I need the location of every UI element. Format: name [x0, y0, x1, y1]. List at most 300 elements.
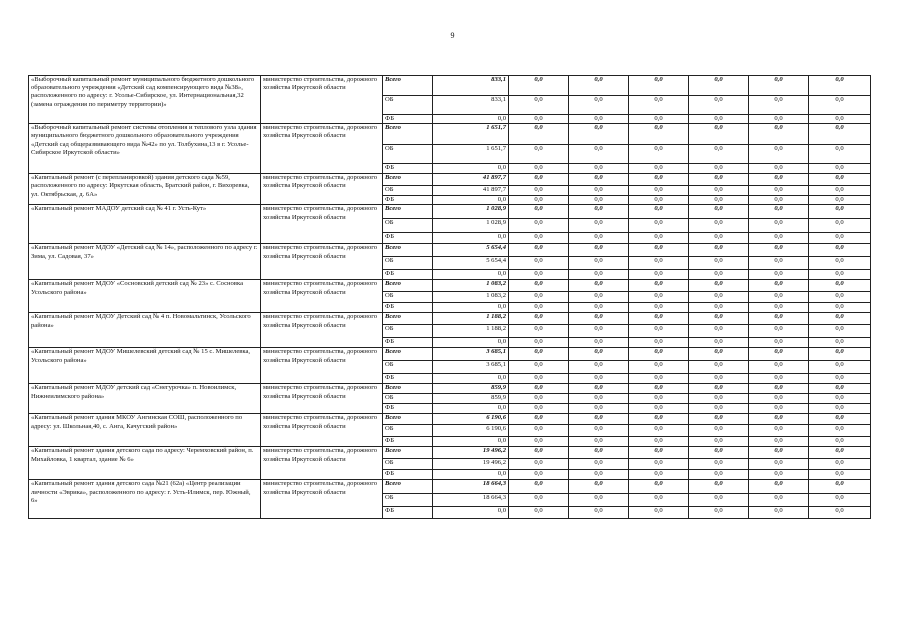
- year-amount-cell: 0,0: [509, 292, 569, 303]
- year-amount-cell: 0,0: [569, 205, 629, 219]
- year-amount-cell: 0,0: [749, 404, 809, 414]
- year-amount-cell: 0,0: [689, 425, 749, 437]
- year-amount-cell: 0,0: [689, 404, 749, 414]
- year-amount-cell: 0,0: [689, 361, 749, 374]
- year-amount-cell: 0,0: [749, 338, 809, 348]
- year-amount-cell: 0,0: [629, 361, 689, 374]
- year-amount-cell: 0,0: [569, 313, 629, 325]
- year-amount-cell: 0,0: [509, 115, 569, 124]
- year-amount-cell: 0,0: [629, 280, 689, 292]
- funding-source-cell: Всего: [383, 280, 433, 292]
- total-amount-cell: 0,0: [433, 164, 509, 174]
- year-amount-cell: 0,0: [629, 338, 689, 348]
- funding-source-cell: ФБ: [383, 196, 433, 205]
- year-amount-cell: 0,0: [569, 174, 629, 186]
- year-amount-cell: 0,0: [569, 303, 629, 313]
- total-amount-cell: 0,0: [433, 233, 509, 244]
- total-amount-cell: 0,0: [433, 374, 509, 384]
- funding-source-cell: ОБ: [383, 219, 433, 233]
- year-amount-cell: 0,0: [689, 196, 749, 205]
- year-amount-cell: 0,0: [749, 414, 809, 425]
- year-amount-cell: 0,0: [509, 404, 569, 414]
- year-amount-cell: 0,0: [629, 145, 689, 164]
- year-amount-cell: 0,0: [569, 145, 629, 164]
- total-amount-cell: 1 188,2: [433, 325, 509, 338]
- year-amount-cell: 0,0: [749, 96, 809, 115]
- year-amount-cell: 0,0: [569, 494, 629, 507]
- year-amount-cell: 0,0: [509, 186, 569, 196]
- year-amount-cell: 0,0: [809, 447, 871, 459]
- responsible-org-cell: министерство строительства, дорожного хозяйства Иркутской области: [261, 280, 383, 313]
- year-amount-cell: 0,0: [629, 257, 689, 270]
- total-amount-cell: 41 897,7: [433, 174, 509, 186]
- year-amount-cell: 0,0: [509, 374, 569, 384]
- year-amount-cell: 0,0: [629, 124, 689, 145]
- year-amount-cell: 0,0: [509, 480, 569, 494]
- year-amount-cell: 0,0: [629, 374, 689, 384]
- year-amount-cell: 0,0: [569, 480, 629, 494]
- year-amount-cell: 0,0: [809, 196, 871, 205]
- funding-source-cell: ОБ: [383, 425, 433, 437]
- year-amount-cell: 0,0: [629, 437, 689, 447]
- responsible-org-cell: министерство строительства, дорожного хозяйства Иркутской области: [261, 480, 383, 519]
- table-row: [29, 205, 871, 219]
- total-amount-cell: 5 654,4: [433, 257, 509, 270]
- responsible-org-cell: министерство строительства, дорожного хозяйства Иркутской области: [261, 174, 383, 205]
- funding-source-cell: Всего: [383, 348, 433, 361]
- year-amount-cell: 0,0: [569, 233, 629, 244]
- year-amount-cell: 0,0: [509, 394, 569, 404]
- project-name-cell: «Капитальный ремонт МДОУ Мишелевский детский сад № 15 с. Мишелевка, Усольского района»: [29, 348, 261, 384]
- year-amount-cell: 0,0: [809, 313, 871, 325]
- year-amount-cell: 0,0: [809, 361, 871, 374]
- year-amount-cell: 0,0: [689, 270, 749, 280]
- year-amount-cell: 0,0: [509, 219, 569, 233]
- year-amount-cell: 0,0: [569, 404, 629, 414]
- total-amount-cell: 859,9: [433, 384, 509, 394]
- year-amount-cell: 0,0: [509, 425, 569, 437]
- year-amount-cell: 0,0: [509, 384, 569, 394]
- year-amount-cell: 0,0: [689, 459, 749, 470]
- total-amount-cell: 0,0: [433, 507, 509, 519]
- year-amount-cell: 0,0: [629, 233, 689, 244]
- funding-source-cell: ОБ: [383, 325, 433, 338]
- year-amount-cell: 0,0: [509, 205, 569, 219]
- year-amount-cell: 0,0: [569, 257, 629, 270]
- year-amount-cell: 0,0: [809, 384, 871, 394]
- year-amount-cell: 0,0: [809, 480, 871, 494]
- year-amount-cell: 0,0: [569, 96, 629, 115]
- table-row: [29, 124, 871, 145]
- year-amount-cell: 0,0: [749, 205, 809, 219]
- year-amount-cell: 0,0: [689, 394, 749, 404]
- year-amount-cell: 0,0: [689, 186, 749, 196]
- funding-source-cell: ФБ: [383, 270, 433, 280]
- year-amount-cell: 0,0: [629, 292, 689, 303]
- year-amount-cell: 0,0: [749, 115, 809, 124]
- year-amount-cell: 0,0: [689, 325, 749, 338]
- year-amount-cell: 0,0: [749, 374, 809, 384]
- year-amount-cell: 0,0: [689, 280, 749, 292]
- year-amount-cell: 0,0: [569, 186, 629, 196]
- year-amount-cell: 0,0: [689, 374, 749, 384]
- year-amount-cell: 0,0: [749, 280, 809, 292]
- year-amount-cell: 0,0: [509, 325, 569, 338]
- funding-source-cell: ФБ: [383, 404, 433, 414]
- year-amount-cell: 0,0: [809, 437, 871, 447]
- year-amount-cell: 0,0: [689, 338, 749, 348]
- year-amount-cell: 0,0: [749, 361, 809, 374]
- year-amount-cell: 0,0: [509, 196, 569, 205]
- year-amount-cell: 0,0: [689, 303, 749, 313]
- total-amount-cell: 859,9: [433, 394, 509, 404]
- project-name-cell: «Капитальный ремонт МДОУ Детский сад № 4 п. Новомальтинск, Усольского района»: [29, 313, 261, 348]
- year-amount-cell: 0,0: [629, 384, 689, 394]
- year-amount-cell: 0,0: [509, 459, 569, 470]
- year-amount-cell: 0,0: [749, 164, 809, 174]
- financing-table: [28, 75, 871, 519]
- year-amount-cell: 0,0: [629, 196, 689, 205]
- table-row: [29, 414, 871, 425]
- year-amount-cell: 0,0: [809, 459, 871, 470]
- year-amount-cell: 0,0: [629, 219, 689, 233]
- year-amount-cell: 0,0: [569, 470, 629, 480]
- project-name-cell: «Капитальный ремонт МДОУ «Детский сад № 14», расположенного по адресу г. Зима, ул. Садовая, 37»: [29, 244, 261, 280]
- year-amount-cell: 0,0: [809, 470, 871, 480]
- year-amount-cell: 0,0: [689, 145, 749, 164]
- total-amount-cell: 41 897,7: [433, 186, 509, 196]
- funding-source-cell: Всего: [383, 447, 433, 459]
- year-amount-cell: 0,0: [689, 124, 749, 145]
- year-amount-cell: 0,0: [749, 494, 809, 507]
- funding-source-cell: ФБ: [383, 115, 433, 124]
- year-amount-cell: 0,0: [509, 233, 569, 244]
- funding-source-cell: ОБ: [383, 494, 433, 507]
- year-amount-cell: 0,0: [809, 292, 871, 303]
- year-amount-cell: 0,0: [749, 447, 809, 459]
- year-amount-cell: 0,0: [509, 348, 569, 361]
- year-amount-cell: 0,0: [509, 164, 569, 174]
- year-amount-cell: 0,0: [569, 115, 629, 124]
- year-amount-cell: 0,0: [809, 76, 871, 96]
- year-amount-cell: 0,0: [569, 196, 629, 205]
- year-amount-cell: 0,0: [689, 507, 749, 519]
- year-amount-cell: 0,0: [809, 414, 871, 425]
- year-amount-cell: 0,0: [509, 414, 569, 425]
- year-amount-cell: 0,0: [629, 394, 689, 404]
- year-amount-cell: 0,0: [629, 447, 689, 459]
- year-amount-cell: 0,0: [569, 374, 629, 384]
- year-amount-cell: 0,0: [629, 205, 689, 219]
- total-amount-cell: 0,0: [433, 470, 509, 480]
- responsible-org-cell: министерство строительства, дорожного хозяйства Иркутской области: [261, 124, 383, 174]
- project-name-cell: «Выборочный капитальный ремонт муниципального бюджетного дошкольного образовательного учреждения «Детский сад компенсирующего вида №38», расположенного по адресу: г. Усолье-Сибирское, ул. Интернациональная,32 (замена ограждения по периметру территории)»: [29, 76, 261, 124]
- funding-source-cell: ФБ: [383, 338, 433, 348]
- year-amount-cell: 0,0: [809, 494, 871, 507]
- funding-source-cell: Всего: [383, 244, 433, 257]
- year-amount-cell: 0,0: [689, 494, 749, 507]
- total-amount-cell: 18 664,3: [433, 480, 509, 494]
- year-amount-cell: 0,0: [569, 425, 629, 437]
- total-amount-cell: 5 654,4: [433, 244, 509, 257]
- year-amount-cell: 0,0: [749, 76, 809, 96]
- responsible-org-cell: министерство строительства, дорожного хозяйства Иркутской области: [261, 414, 383, 447]
- year-amount-cell: 0,0: [509, 270, 569, 280]
- year-amount-cell: 0,0: [629, 174, 689, 186]
- year-amount-cell: 0,0: [509, 280, 569, 292]
- year-amount-cell: 0,0: [689, 76, 749, 96]
- year-amount-cell: 0,0: [629, 325, 689, 338]
- funding-source-cell: ОБ: [383, 96, 433, 115]
- year-amount-cell: 0,0: [809, 425, 871, 437]
- year-amount-cell: 0,0: [569, 394, 629, 404]
- funding-source-cell: Всего: [383, 414, 433, 425]
- project-name-cell: «Капитальный ремонт здания детского сада по адресу: Черемховский район, п. Михайловка, 1 квартал, здание № 6»: [29, 447, 261, 480]
- year-amount-cell: 0,0: [809, 205, 871, 219]
- total-amount-cell: 0,0: [433, 270, 509, 280]
- funding-source-cell: ФБ: [383, 164, 433, 174]
- year-amount-cell: 0,0: [809, 124, 871, 145]
- funding-source-cell: Всего: [383, 76, 433, 96]
- total-amount-cell: 0,0: [433, 196, 509, 205]
- total-amount-cell: 6 190,6: [433, 425, 509, 437]
- year-amount-cell: 0,0: [749, 219, 809, 233]
- year-amount-cell: 0,0: [569, 76, 629, 96]
- year-amount-cell: 0,0: [689, 257, 749, 270]
- year-amount-cell: 0,0: [749, 470, 809, 480]
- year-amount-cell: 0,0: [629, 480, 689, 494]
- funding-source-cell: Всего: [383, 174, 433, 186]
- year-amount-cell: 0,0: [629, 425, 689, 437]
- year-amount-cell: 0,0: [689, 115, 749, 124]
- responsible-org-cell: министерство строительства, дорожного хозяйства Иркутской области: [261, 348, 383, 384]
- table-row: [29, 174, 871, 186]
- year-amount-cell: 0,0: [749, 244, 809, 257]
- year-amount-cell: 0,0: [509, 124, 569, 145]
- year-amount-cell: 0,0: [809, 404, 871, 414]
- year-amount-cell: 0,0: [629, 404, 689, 414]
- total-amount-cell: 1 651,7: [433, 124, 509, 145]
- year-amount-cell: 0,0: [569, 348, 629, 361]
- funding-source-cell: ФБ: [383, 437, 433, 447]
- year-amount-cell: 0,0: [749, 196, 809, 205]
- year-amount-cell: 0,0: [629, 96, 689, 115]
- year-amount-cell: 0,0: [509, 361, 569, 374]
- year-amount-cell: 0,0: [509, 494, 569, 507]
- funding-source-cell: ФБ: [383, 374, 433, 384]
- funding-source-cell: Всего: [383, 313, 433, 325]
- year-amount-cell: 0,0: [809, 233, 871, 244]
- year-amount-cell: 0,0: [689, 348, 749, 361]
- total-amount-cell: 1 188,2: [433, 313, 509, 325]
- year-amount-cell: 0,0: [689, 447, 749, 459]
- year-amount-cell: 0,0: [809, 394, 871, 404]
- funding-source-cell: ОБ: [383, 186, 433, 196]
- year-amount-cell: 0,0: [569, 437, 629, 447]
- year-amount-cell: 0,0: [809, 186, 871, 196]
- total-amount-cell: 0,0: [433, 338, 509, 348]
- year-amount-cell: 0,0: [509, 244, 569, 257]
- total-amount-cell: 3 685,1: [433, 361, 509, 374]
- year-amount-cell: 0,0: [689, 219, 749, 233]
- year-amount-cell: 0,0: [749, 348, 809, 361]
- year-amount-cell: 0,0: [509, 447, 569, 459]
- year-amount-cell: 0,0: [629, 459, 689, 470]
- project-name-cell: «Капитальный ремонт МДОУ «Сосновский детский сад № 23» с. Сосновка Усольского района»: [29, 280, 261, 313]
- funding-source-cell: ОБ: [383, 459, 433, 470]
- year-amount-cell: 0,0: [509, 174, 569, 186]
- year-amount-cell: 0,0: [809, 164, 871, 174]
- total-amount-cell: 1 028,9: [433, 219, 509, 233]
- year-amount-cell: 0,0: [689, 233, 749, 244]
- year-amount-cell: 0,0: [749, 270, 809, 280]
- year-amount-cell: 0,0: [569, 459, 629, 470]
- total-amount-cell: 833,1: [433, 76, 509, 96]
- total-amount-cell: 833,1: [433, 96, 509, 115]
- year-amount-cell: 0,0: [809, 96, 871, 115]
- year-amount-cell: 0,0: [629, 186, 689, 196]
- funding-source-cell: ФБ: [383, 233, 433, 244]
- year-amount-cell: 0,0: [749, 394, 809, 404]
- year-amount-cell: 0,0: [569, 384, 629, 394]
- year-amount-cell: 0,0: [509, 470, 569, 480]
- project-name-cell: «Выборочный капитальный ремонт системы отопления и теплового узла здания муниципального бюджетного дошкольного образовательного учреждения «Детский сад общеразвивающего вида №42» по ул. Толбухина,13 в г. Усолье-Сибирское Иркутской области»: [29, 124, 261, 174]
- year-amount-cell: 0,0: [629, 313, 689, 325]
- year-amount-cell: 0,0: [809, 115, 871, 124]
- total-amount-cell: 1 651,7: [433, 145, 509, 164]
- responsible-org-cell: министерство строительства, дорожного хозяйства Иркутской области: [261, 205, 383, 244]
- year-amount-cell: 0,0: [629, 115, 689, 124]
- total-amount-cell: 18 664,3: [433, 494, 509, 507]
- year-amount-cell: 0,0: [629, 348, 689, 361]
- year-amount-cell: 0,0: [749, 145, 809, 164]
- total-amount-cell: 19 496,2: [433, 459, 509, 470]
- table-row: [29, 244, 871, 257]
- year-amount-cell: 0,0: [689, 480, 749, 494]
- table-row: [29, 76, 871, 96]
- funding-source-cell: ФБ: [383, 303, 433, 313]
- funding-source-cell: Всего: [383, 480, 433, 494]
- year-amount-cell: 0,0: [569, 280, 629, 292]
- responsible-org-cell: министерство строительства, дорожного хозяйства Иркутской области: [261, 313, 383, 348]
- total-amount-cell: 0,0: [433, 437, 509, 447]
- year-amount-cell: 0,0: [689, 470, 749, 480]
- responsible-org-cell: министерство строительства, дорожного хозяйства Иркутской области: [261, 384, 383, 414]
- total-amount-cell: 6 190,6: [433, 414, 509, 425]
- total-amount-cell: 3 685,1: [433, 348, 509, 361]
- total-amount-cell: 0,0: [433, 303, 509, 313]
- year-amount-cell: 0,0: [569, 325, 629, 338]
- year-amount-cell: 0,0: [569, 338, 629, 348]
- year-amount-cell: 0,0: [629, 494, 689, 507]
- table-row: [29, 348, 871, 361]
- funding-source-cell: ОБ: [383, 257, 433, 270]
- year-amount-cell: 0,0: [629, 507, 689, 519]
- project-name-cell: «Капитальный ремонт здания детского сада №21 (62а) «Центр реализации личности «Эврика», расположенного по адресу: г. Усть-Илимск, пер. Южный, 6»: [29, 480, 261, 519]
- responsible-org-cell: министерство строительства, дорожного хозяйства Иркутской области: [261, 244, 383, 280]
- year-amount-cell: 0,0: [749, 124, 809, 145]
- year-amount-cell: 0,0: [689, 205, 749, 219]
- total-amount-cell: 0,0: [433, 404, 509, 414]
- year-amount-cell: 0,0: [629, 76, 689, 96]
- year-amount-cell: 0,0: [689, 292, 749, 303]
- year-amount-cell: 0,0: [689, 414, 749, 425]
- year-amount-cell: 0,0: [689, 244, 749, 257]
- year-amount-cell: 0,0: [689, 313, 749, 325]
- year-amount-cell: 0,0: [569, 164, 629, 174]
- total-amount-cell: 1 083,2: [433, 280, 509, 292]
- year-amount-cell: 0,0: [569, 270, 629, 280]
- total-amount-cell: 19 496,2: [433, 447, 509, 459]
- year-amount-cell: 0,0: [509, 338, 569, 348]
- total-amount-cell: 1 028,9: [433, 205, 509, 219]
- table-row: [29, 480, 871, 494]
- year-amount-cell: 0,0: [509, 145, 569, 164]
- year-amount-cell: 0,0: [629, 303, 689, 313]
- year-amount-cell: 0,0: [569, 219, 629, 233]
- funding-source-cell: ОБ: [383, 145, 433, 164]
- year-amount-cell: 0,0: [569, 361, 629, 374]
- year-amount-cell: 0,0: [749, 313, 809, 325]
- year-amount-cell: 0,0: [629, 244, 689, 257]
- project-name-cell: «Капитальный ремонт МДОУ детский сад «Снегурочка» п. Новоилимск, Нижнеилимского района»: [29, 384, 261, 414]
- year-amount-cell: 0,0: [629, 414, 689, 425]
- year-amount-cell: 0,0: [689, 384, 749, 394]
- year-amount-cell: 0,0: [689, 437, 749, 447]
- year-amount-cell: 0,0: [809, 174, 871, 186]
- year-amount-cell: 0,0: [749, 507, 809, 519]
- funding-source-cell: Всего: [383, 205, 433, 219]
- funding-source-cell: ОБ: [383, 394, 433, 404]
- year-amount-cell: 0,0: [689, 164, 749, 174]
- funding-source-cell: ОБ: [383, 292, 433, 303]
- table-row: [29, 447, 871, 459]
- table-row: [29, 280, 871, 292]
- responsible-org-cell: министерство строительства, дорожного хозяйства Иркутской области: [261, 447, 383, 480]
- year-amount-cell: 0,0: [569, 414, 629, 425]
- year-amount-cell: 0,0: [509, 437, 569, 447]
- year-amount-cell: 0,0: [629, 470, 689, 480]
- funding-source-cell: ОБ: [383, 361, 433, 374]
- year-amount-cell: 0,0: [509, 303, 569, 313]
- table-row: [29, 313, 871, 325]
- year-amount-cell: 0,0: [809, 219, 871, 233]
- year-amount-cell: 0,0: [809, 325, 871, 338]
- year-amount-cell: 0,0: [809, 338, 871, 348]
- year-amount-cell: 0,0: [749, 257, 809, 270]
- funding-source-cell: ФБ: [383, 470, 433, 480]
- year-amount-cell: 0,0: [749, 233, 809, 244]
- year-amount-cell: 0,0: [569, 124, 629, 145]
- year-amount-cell: 0,0: [809, 270, 871, 280]
- project-name-cell: «Капитальный ремонт здания МКОУ Ангинская СОШ, расположенного по адресу: ул. Школьная,40, с. Анга, Качугский район»: [29, 414, 261, 447]
- year-amount-cell: 0,0: [509, 313, 569, 325]
- year-amount-cell: 0,0: [809, 280, 871, 292]
- funding-source-cell: Всего: [383, 384, 433, 394]
- year-amount-cell: 0,0: [809, 145, 871, 164]
- year-amount-cell: 0,0: [749, 459, 809, 470]
- year-amount-cell: 0,0: [809, 303, 871, 313]
- year-amount-cell: 0,0: [569, 292, 629, 303]
- year-amount-cell: 0,0: [569, 244, 629, 257]
- year-amount-cell: 0,0: [749, 425, 809, 437]
- year-amount-cell: 0,0: [749, 186, 809, 196]
- year-amount-cell: 0,0: [509, 257, 569, 270]
- funding-source-cell: Всего: [383, 124, 433, 145]
- year-amount-cell: 0,0: [749, 325, 809, 338]
- total-amount-cell: 0,0: [433, 115, 509, 124]
- year-amount-cell: 0,0: [809, 374, 871, 384]
